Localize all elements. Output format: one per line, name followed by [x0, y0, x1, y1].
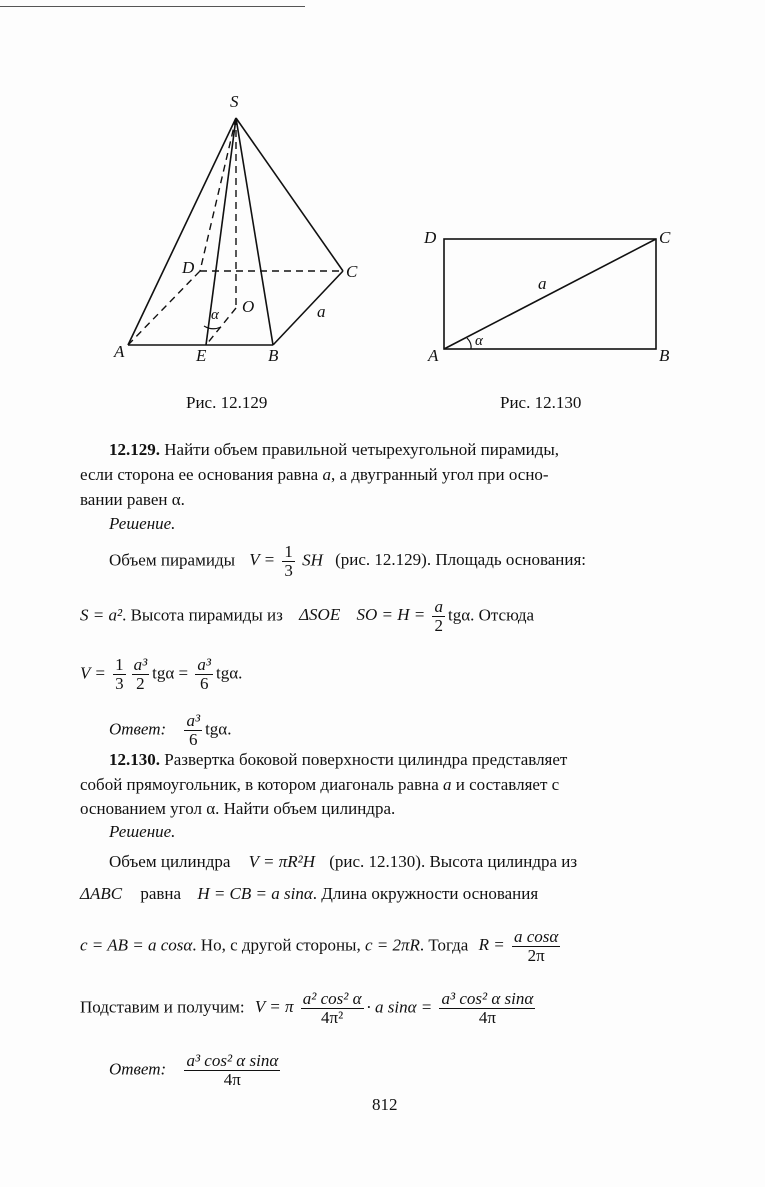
problem-129-line-2	[80, 465, 549, 485]
solution-130-line-1	[109, 852, 577, 872]
edge-SA	[128, 118, 236, 345]
area-formula: S = a²	[80, 605, 123, 625]
fraction-one-third: $\frac{1}{3}$	[284, 542, 293, 580]
fraction-a3-6: $\frac{\text{a³}}{6}$	[197, 655, 211, 693]
other-side-text: . Но, с другой стороны,	[192, 935, 361, 955]
label-C: C	[659, 228, 671, 247]
volume-reference: (рис. 12.130). Высота цилиндра из	[329, 852, 578, 871]
label-E: E	[196, 346, 207, 365]
answer-label: Ответ:	[109, 719, 167, 739]
radius-lhs: R =	[478, 935, 505, 955]
tangent-equals: tgα =	[152, 663, 189, 683]
volume-reference: (рис. 12.129). Площадь основания:	[335, 550, 587, 570]
caption-12-129: Рис. 12.129	[186, 393, 268, 412]
answer-fraction: $\frac{\text{a³}}{6}$	[186, 711, 201, 749]
problem-129-text-3: вании равен	[80, 490, 168, 509]
height-text: . Высота пирамиды из	[122, 605, 283, 625]
answer-129	[109, 712, 231, 749]
answer-130	[109, 1052, 283, 1089]
variable-a: a	[322, 465, 331, 484]
label-alpha: α	[475, 333, 483, 349]
label-a: a	[317, 302, 326, 321]
problem-130-text-3a: основанием угол	[80, 799, 202, 818]
variable-alpha: α	[206, 799, 216, 818]
label-D: D	[182, 258, 195, 277]
solution-label-130: Решение.	[109, 822, 176, 841]
problem-130-text-1: Развертка боковой поверхности цилиндра представляет	[164, 750, 568, 769]
edge-AD	[128, 271, 200, 345]
solution-label-129: Решение.	[109, 514, 176, 533]
solution-129-line-3	[80, 656, 242, 693]
edge-SD	[200, 118, 236, 271]
radius-fraction: $\frac{\text{a cosα}}{2\pi}$	[513, 927, 559, 965]
problem-130-text-3b: . Найти объем цилиндра.	[215, 799, 396, 818]
problem-129-text-1: Найти объем правильной четырехугольной пирамиды,	[164, 440, 560, 459]
triangle-name: ΔSOE	[299, 605, 341, 625]
middle-term: · a sinα =	[366, 997, 433, 1017]
problem-130-number: 12.130.	[109, 750, 160, 769]
figure-12-130-rectangle	[420, 225, 690, 370]
answer-tangent: tgα.	[205, 719, 232, 739]
circumference-formula: c = AB = a cosα	[80, 935, 193, 955]
height-formula: H = CB = a sinα	[197, 884, 313, 903]
problem-130-line-1	[109, 750, 567, 770]
solution-130-line-4	[80, 990, 538, 1027]
volume-text: Объем пирамиды	[109, 550, 236, 570]
label-O: O	[242, 297, 255, 316]
substitute-text: Подставим и получим:	[80, 997, 245, 1017]
solution-129-line-2	[80, 598, 534, 635]
answer-label: Ответ:	[109, 1059, 167, 1079]
label-A: A	[114, 342, 125, 361]
hence-text: . Отсюда	[470, 605, 535, 625]
height-formula: SO = H =	[356, 605, 426, 625]
problem-130-line-2	[80, 775, 559, 795]
variable-alpha: α.	[171, 490, 185, 509]
volume-lhs: V =	[80, 663, 106, 683]
label-S: S	[230, 92, 239, 111]
fraction-1-3: $\frac{1}{3}$	[115, 655, 124, 693]
volume-lhs: V = π	[254, 997, 294, 1017]
variable-a: a	[443, 775, 452, 794]
triangle-name: ΔABC	[80, 884, 123, 903]
formula-lhs: V =	[249, 550, 276, 570]
circumference-text: . Длина окружности основания	[312, 884, 539, 903]
edge-SC	[236, 118, 343, 271]
circumference-radius: c = 2πR	[364, 935, 420, 955]
angle-arc	[467, 338, 471, 349]
answer-fraction: $\frac{\text{a³ cos² α sinα}}{4\pi}$	[186, 1051, 279, 1089]
problem-130-text-2b: и составляет с	[455, 775, 560, 794]
label-a: a	[538, 274, 547, 293]
angle-arc	[204, 326, 221, 329]
page-number: 812	[372, 1095, 398, 1114]
label-B: B	[659, 346, 670, 365]
problem-129-line-3	[80, 490, 185, 510]
problem-129-number: 12.129.	[109, 440, 160, 459]
fraction-a-over-2: $\frac{a}{2}$	[434, 597, 443, 635]
solution-130-line-2	[80, 884, 538, 904]
top-rule	[0, 6, 305, 7]
label-B: B	[268, 346, 279, 365]
caption-12-130: Рис. 12.130	[500, 393, 582, 412]
label-alpha: α	[211, 307, 219, 323]
edge-BC	[273, 271, 343, 345]
figure-12-129-pyramid	[100, 85, 380, 375]
problem-130-text-2a: собой прямоугольник, в котором диагональ равна	[80, 775, 439, 794]
fraction-a3cos2sin-4pi: $\frac{\text{a³ cos² α sinα}}{4\pi}$	[441, 989, 534, 1027]
solution-129-line-1	[109, 543, 586, 580]
formula-rhs: SH	[302, 550, 323, 570]
fraction-a2cos2-4pi2: $\frac{\text{a² cos² α}}{\text{4π²}}$	[302, 989, 362, 1027]
tangent-end: tgα.	[216, 663, 243, 683]
label-A: A	[428, 346, 439, 365]
label-C: C	[346, 262, 358, 281]
fraction-a3-2: $\frac{\text{a³}}{2}$	[133, 655, 148, 693]
problem-130-line-3	[80, 799, 395, 819]
then-text: . Тогда	[419, 935, 469, 955]
volume-formula: V = πR²H	[248, 852, 315, 871]
tangent: tgα	[447, 605, 471, 625]
volume-text: Объем цилиндра	[109, 852, 231, 871]
label-D: D	[424, 228, 437, 247]
solution-130-line-3	[80, 928, 563, 965]
problem-129-text-2b: , а двугранный угол при осно-	[330, 465, 549, 484]
equals-text: равна	[140, 884, 182, 903]
problem-129-text-2: если сторона ее основания равна	[80, 465, 319, 484]
problem-129-line-1	[109, 440, 559, 460]
